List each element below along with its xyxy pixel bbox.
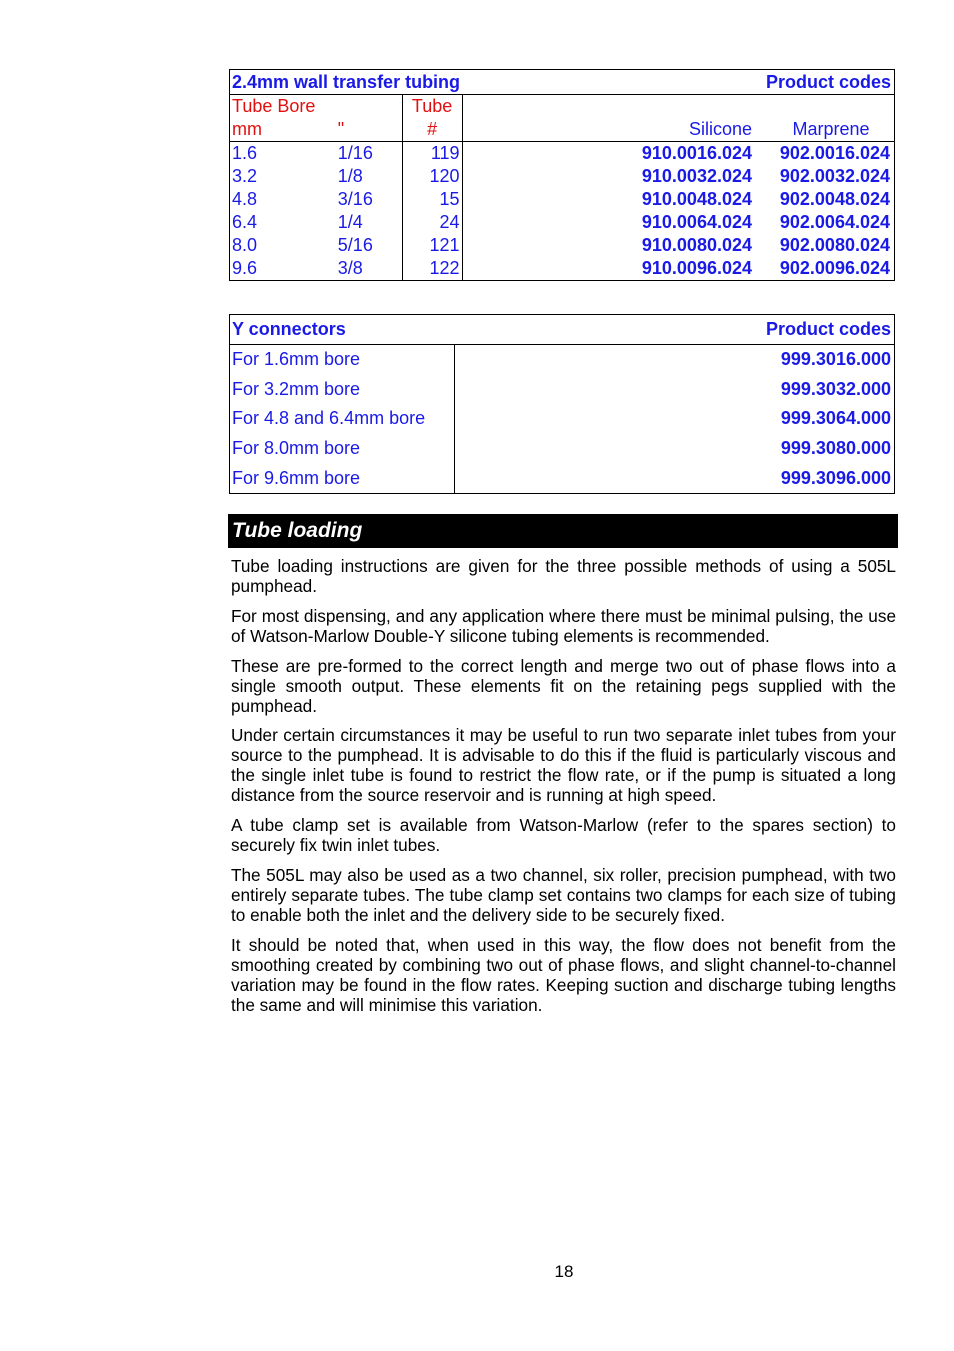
connector-code: 999.3032.000 [455,375,895,405]
cell-mm: 4.8 [230,188,336,211]
table-row [230,257,895,281]
connectors-table-title: Y connectors [230,315,455,345]
paragraph: It should be noted that, when used in this way, the flow does not benefit from the smoothing created by combining two out of phase flows, and slight channel-to-channel variation may be found in the flow rates. Keeping suction and discharge tubing lengths the same and will minimise this variation. [231,934,896,1015]
tubing-table-title: 2.4mm wall transfer tubing [230,70,463,95]
cell-mm: 6.4 [230,211,336,234]
table-row [230,463,895,493]
table-row [230,234,895,257]
tube-bore-label: Tube Bore [230,95,403,119]
table-row [230,345,895,375]
cell-mm: 1.6 [230,142,336,166]
table-row [230,142,895,166]
connector-label: For 1.6mm bore [230,345,455,375]
cell-inch: 5/16 [337,235,373,255]
cell-marprene: 902.0096.024 [770,257,895,281]
tube-label: Tube [402,95,462,119]
connector-label: For 3.2mm bore [230,375,455,405]
cell-silicone: 910.0064.024 [641,212,752,232]
connectors-product-codes-label: Product codes [455,315,895,345]
cell-marprene: 902.0016.024 [770,142,895,166]
silicone-label: Silicone [688,119,752,139]
cell-silicone: 910.0080.024 [641,235,752,255]
cell-inch: 1/8 [337,166,363,186]
mm-label: mm [230,118,336,142]
connector-code: 999.3096.000 [455,463,895,493]
cell-marprene: 902.0064.024 [770,211,895,234]
cell-num: 15 [402,188,462,211]
paragraph: The 505L may also be used as a two channel, six roller, precision pumphead, with two entirely separate tubes. The tube clamp set contains two clamps for each size of tubing to enable both the inlet and the delivery side to be securely fixed. [231,864,896,925]
connector-code: 999.3016.000 [455,345,895,375]
paragraph: Under certain circumstances it may be useful to run two separate inlet tubes from your source to the pumphead. It is advisable to do this if the fluid is particularly viscous and the single inlet tube is found to restrict the flow rate, or if the pump is situated a long distance from the source reservoir and is running at high speed. [231,725,896,806]
num-label: # [402,118,462,142]
tubing-product-codes-label: Product codes [462,70,894,95]
connectors-table [229,314,895,494]
connector-label: For 8.0mm bore [230,434,455,464]
cell-num: 120 [402,165,462,188]
cell-marprene: 902.0032.024 [770,165,895,188]
cell-num: 122 [402,257,462,281]
cell-marprene: 902.0080.024 [770,234,895,257]
cell-silicone: 910.0016.024 [641,143,752,163]
tubing-table [229,69,895,281]
cell-mm: 3.2 [230,165,336,188]
table-row [230,211,895,234]
cell-inch: 1/16 [337,143,373,163]
paragraph: These are pre-formed to the correct length and merge two out of phase flows into a single smooth output. These elements fit on the retaining pegs supplied with the pumphead. [231,655,896,716]
marprene-label: Marprene [770,118,895,142]
cell-inch: 3/16 [337,189,373,209]
connector-code: 999.3080.000 [455,434,895,464]
connector-label: For 4.8 and 6.4mm bore [230,404,455,434]
cell-silicone: 910.0032.024 [641,166,752,186]
table-row [230,404,895,434]
cell-silicone: 910.0048.024 [641,189,752,209]
paragraph: A tube clamp set is available from Watson-Marlow (refer to the spares section) to securely fix twin inlet tubes. [231,815,896,856]
page-number: 18 [554,1262,574,1281]
table-row [230,165,895,188]
table-row [230,434,895,464]
cell-mm: 8.0 [230,234,336,257]
cell-marprene: 902.0048.024 [770,188,895,211]
section-heading: Tube loading [228,514,898,548]
cell-mm: 9.6 [230,257,336,281]
section-body [231,556,896,1025]
inch-label: " [337,119,345,139]
cell-silicone: 910.0096.024 [462,257,770,281]
cell-inch: 3/8 [336,257,402,281]
table-row [230,188,895,211]
paragraph: Tube loading instructions are given for the three possible methods of using a 505L pumphead. [231,556,896,596]
cell-num: 121 [402,234,462,257]
connector-code: 999.3064.000 [455,404,895,434]
cell-num: 119 [402,142,462,166]
paragraph: For most dispensing, and any application where there must be minimal pulsing, the use of Watson-Marlow Double-Y silicone tubing elements is recommended. [231,605,896,646]
table-row [230,375,895,405]
connector-label: For 9.6mm bore [230,463,455,493]
cell-num: 24 [402,211,462,234]
cell-inch: 1/4 [337,212,363,232]
